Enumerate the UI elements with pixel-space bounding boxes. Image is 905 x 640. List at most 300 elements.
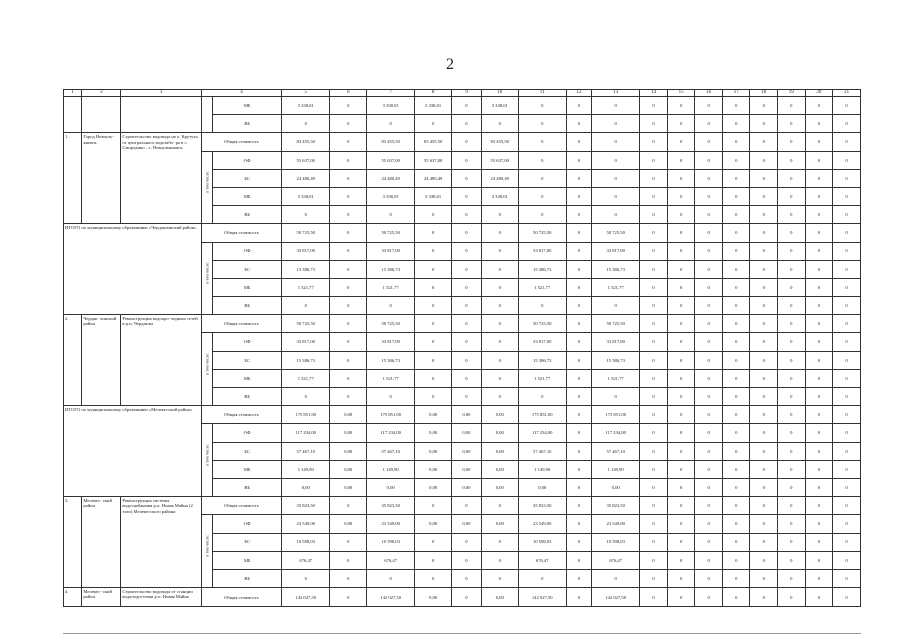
value-cell: 0 xyxy=(722,369,750,387)
value-cell: 0 xyxy=(833,242,861,260)
value-cell: 0 xyxy=(640,533,668,551)
block-total: ИТОГО по муниципальному образованию «Мелекесский район» xyxy=(64,406,202,497)
value-cell: 0 xyxy=(695,406,723,424)
value-cell: 0 xyxy=(640,224,668,242)
value-cell: 0 xyxy=(452,369,482,387)
value-cell: 0,00 xyxy=(481,406,518,424)
block-area: Мелекес- ский район xyxy=(82,588,121,607)
page-bottom-line xyxy=(63,633,861,634)
value-cell: 0,00 xyxy=(330,460,367,478)
value-cell: 0 xyxy=(452,242,482,260)
value-cell: 0 xyxy=(566,133,591,151)
value-cell: 1 521,77 xyxy=(592,278,640,296)
value-cell: 0 xyxy=(566,297,591,315)
value-cell: 0 xyxy=(566,442,591,460)
value-cell: 0 xyxy=(695,97,723,115)
value-cell: 0 xyxy=(415,206,452,224)
value-cell: 0 xyxy=(695,115,723,133)
value-cell: 0 xyxy=(805,442,833,460)
value-cell: 0 xyxy=(592,297,640,315)
value-cell: 0 xyxy=(833,460,861,478)
value-cell: 0 xyxy=(592,115,640,133)
value-cell: 0 xyxy=(640,151,668,169)
value-cell: 0,00 xyxy=(330,406,367,424)
value-cell: 175 851,00 xyxy=(518,406,566,424)
value-cell: 0 xyxy=(566,333,591,351)
value-cell: 0 xyxy=(481,533,518,551)
value-cell: 0 xyxy=(833,569,861,587)
value-cell: 0 xyxy=(640,497,668,515)
value-cell: 0,00 xyxy=(481,460,518,478)
value-cell: 1 149,90 xyxy=(282,460,330,478)
value-cell: 0 xyxy=(330,297,367,315)
table-row xyxy=(64,497,861,515)
block-object: Строительство водовода от станции водоподготовки р.п. Новая Майна xyxy=(121,588,201,607)
value-cell: 0 xyxy=(833,369,861,387)
value-cell: 0,00 xyxy=(415,478,452,496)
value-cell: 0,00 xyxy=(452,406,482,424)
value-cell: 0 xyxy=(778,369,806,387)
value-cell: 0,00 xyxy=(367,478,415,496)
value-cell: 0 xyxy=(667,369,695,387)
value-cell: 0 xyxy=(518,569,566,587)
value-cell: 0 xyxy=(640,97,668,115)
value-cell: 0 xyxy=(833,406,861,424)
value-cell: 175 851,00 xyxy=(592,406,640,424)
value-cell: 0 xyxy=(667,187,695,205)
value-cell: 0 xyxy=(805,406,833,424)
value-cell: 10 598,03 xyxy=(592,533,640,551)
value-cell: 0,00 xyxy=(330,442,367,460)
value-cell: 0 xyxy=(330,151,367,169)
value-cell: 0,00 xyxy=(452,460,482,478)
value-cell: 0 xyxy=(750,515,778,533)
value-cell: 24 480,49 xyxy=(415,169,452,187)
value-cell: 0 xyxy=(750,460,778,478)
value-cell: 0 xyxy=(722,115,750,133)
value-cell: 0,00 xyxy=(481,442,518,460)
value-cell: 0 xyxy=(750,315,778,333)
value-cell: 35 823,50 xyxy=(592,497,640,515)
value-cell: 0 xyxy=(778,551,806,569)
value-cell: 0 xyxy=(722,388,750,406)
value-cell: 35 823,50 xyxy=(367,497,415,515)
value-cell: 0 xyxy=(667,497,695,515)
value-cell: 0,00 xyxy=(518,478,566,496)
row-label: ОФ xyxy=(213,242,282,260)
value-cell: 0 xyxy=(415,388,452,406)
value-cell: 0 xyxy=(667,569,695,587)
value-cell: 0 xyxy=(667,424,695,442)
value-cell: 0 xyxy=(481,369,518,387)
value-cell: 1 521,77 xyxy=(367,369,415,387)
value-cell: 0 xyxy=(778,224,806,242)
header-cell: 15 xyxy=(667,90,695,97)
value-cell: 117 234,00 xyxy=(518,424,566,442)
value-cell: 0 xyxy=(833,97,861,115)
row-label: Общая стоимость xyxy=(201,588,281,607)
value-cell: 0 xyxy=(640,187,668,205)
value-cell: 0 xyxy=(833,115,861,133)
value-cell: 0 xyxy=(566,460,591,478)
value-cell: 0 xyxy=(415,569,452,587)
value-cell: 0 xyxy=(805,351,833,369)
value-cell: 0 xyxy=(640,206,668,224)
header-cell: 2 xyxy=(82,90,121,97)
value-cell: 0 xyxy=(805,260,833,278)
value-cell: 24 480,49 xyxy=(282,169,330,187)
block-area: Мелекес- ский район xyxy=(82,497,121,588)
block-object: Строительство водовода на о. Крутуха от центрального водозабо- ра в с. Смородино – г. Новоульяновск xyxy=(121,133,201,224)
value-cell: 0 xyxy=(667,169,695,187)
value-cell: 23 549,00 xyxy=(518,515,566,533)
value-cell: 50 725,50 xyxy=(592,315,640,333)
value-cell: 0 xyxy=(667,478,695,496)
value-cell: 0 xyxy=(282,569,330,587)
value-cell: 0 xyxy=(330,169,367,187)
value-cell: 0 xyxy=(330,206,367,224)
value-cell: 0 xyxy=(330,351,367,369)
value-cell: 10 598,03 xyxy=(367,533,415,551)
row-label: Общая стоимость xyxy=(201,224,281,242)
value-cell: 0 xyxy=(805,187,833,205)
value-cell: 0 xyxy=(415,369,452,387)
value-cell: 0 xyxy=(750,333,778,351)
value-cell: 117 234,00 xyxy=(282,424,330,442)
value-cell: 50 725,50 xyxy=(367,315,415,333)
value-cell: 0 xyxy=(566,115,591,133)
in-that-number-label xyxy=(201,424,212,497)
value-cell: 0 xyxy=(722,551,750,569)
value-cell: 0,00 xyxy=(452,424,482,442)
value-cell: 0 xyxy=(778,424,806,442)
value-cell: 0,00 xyxy=(330,478,367,496)
value-cell: 0 xyxy=(722,460,750,478)
value-cell: 0 xyxy=(722,424,750,442)
value-cell: 1 521,77 xyxy=(282,369,330,387)
value-cell: 0 xyxy=(330,569,367,587)
value-cell: 0 xyxy=(833,206,861,224)
value-cell: 0 xyxy=(415,278,452,296)
value-cell: 0 xyxy=(805,315,833,333)
value-cell: 3 338,01 xyxy=(481,187,518,205)
in-that-number-label xyxy=(201,515,212,588)
value-cell: 0 xyxy=(778,278,806,296)
value-cell: 0,00 xyxy=(481,424,518,442)
value-cell: 0 xyxy=(415,497,452,515)
value-cell: 0 xyxy=(695,133,723,151)
value-cell: 50 725,50 xyxy=(282,315,330,333)
value-cell: 0 xyxy=(640,333,668,351)
value-cell: 0 xyxy=(566,369,591,387)
value-cell: 0 xyxy=(695,515,723,533)
value-cell: 0 xyxy=(667,224,695,242)
value-cell: 0 xyxy=(750,169,778,187)
value-cell: 0 xyxy=(750,569,778,587)
value-cell: 0 xyxy=(805,151,833,169)
value-cell: 0 xyxy=(722,260,750,278)
value-cell: 50 725,50 xyxy=(518,224,566,242)
value-cell: 0 xyxy=(330,588,367,607)
value-cell: 33 817,00 xyxy=(367,333,415,351)
value-cell: 0 xyxy=(750,369,778,387)
header-cell: 13 xyxy=(592,90,640,97)
value-cell: 0 xyxy=(695,388,723,406)
value-cell: 0 xyxy=(640,424,668,442)
block-num: 4. xyxy=(64,588,82,607)
row-label: ОФ xyxy=(213,151,282,169)
value-cell: 0 xyxy=(667,442,695,460)
block-area: Город Новоуль- яновск xyxy=(82,133,121,224)
value-cell: 0 xyxy=(330,187,367,205)
row-label: ВБ xyxy=(213,115,282,133)
value-cell: 0 xyxy=(778,406,806,424)
value-cell: 3 338,01 xyxy=(481,97,518,115)
value-cell: 10 598,03 xyxy=(518,533,566,551)
value-cell: 0 xyxy=(722,278,750,296)
value-cell: 0 xyxy=(833,169,861,187)
value-cell: 0 xyxy=(330,97,367,115)
value-cell: 0 xyxy=(805,497,833,515)
value-cell: 0 xyxy=(452,133,482,151)
value-cell: 0 xyxy=(778,478,806,496)
value-cell: 0 xyxy=(518,297,566,315)
value-cell: 0 xyxy=(778,260,806,278)
value-cell: 0 xyxy=(805,388,833,406)
value-cell: 0 xyxy=(640,260,668,278)
value-cell: 15 386,73 xyxy=(592,260,640,278)
value-cell: 0 xyxy=(566,224,591,242)
row-label: ВБ xyxy=(213,206,282,224)
value-cell: 0 xyxy=(566,97,591,115)
value-cell: 0 xyxy=(722,151,750,169)
value-cell: 0 xyxy=(805,551,833,569)
value-cell: 0 xyxy=(518,97,566,115)
value-cell: 0 xyxy=(640,515,668,533)
value-cell: 0 xyxy=(695,278,723,296)
value-cell: 0 xyxy=(566,497,591,515)
value-cell: 0 xyxy=(667,315,695,333)
row-label: ОФ xyxy=(213,333,282,351)
header-cell: 9 xyxy=(452,90,482,97)
in-that-number-text: в том числе: xyxy=(204,443,210,466)
value-cell: 0 xyxy=(722,333,750,351)
value-cell: 15 386,73 xyxy=(592,351,640,369)
value-cell: 0 xyxy=(452,315,482,333)
value-cell: 0 xyxy=(330,533,367,551)
value-cell: 0 xyxy=(452,533,482,551)
value-cell: 0 xyxy=(695,533,723,551)
value-cell: 0 xyxy=(695,478,723,496)
table-row xyxy=(64,588,861,607)
header-cell: 14 xyxy=(640,90,668,97)
value-cell: 0 xyxy=(330,369,367,387)
row-label: Общая стоимость xyxy=(201,406,281,424)
value-cell: 0 xyxy=(667,515,695,533)
value-cell: 0 xyxy=(367,206,415,224)
page-number: 2 xyxy=(446,56,454,73)
value-cell: 1 521,77 xyxy=(518,369,566,387)
value-cell: 0 xyxy=(330,242,367,260)
value-cell: 0 xyxy=(667,588,695,607)
value-cell: 0 xyxy=(330,333,367,351)
value-cell: 0 xyxy=(695,333,723,351)
row-label: ВБ xyxy=(213,478,282,496)
value-cell: 0 xyxy=(640,351,668,369)
row-label: Общая стоимость xyxy=(201,133,281,151)
value-cell: 0 xyxy=(330,278,367,296)
value-cell: 0 xyxy=(640,169,668,187)
in-that-number-text: в том числе: xyxy=(204,261,210,284)
value-cell: 0 xyxy=(452,278,482,296)
value-cell: 0 xyxy=(667,133,695,151)
value-cell: 57 467,10 xyxy=(518,442,566,460)
value-cell: 0 xyxy=(833,260,861,278)
value-cell: 1 521,77 xyxy=(592,369,640,387)
value-cell: 0 xyxy=(330,551,367,569)
value-cell: 0 xyxy=(367,569,415,587)
value-cell: 0 xyxy=(722,497,750,515)
value-cell: 0 xyxy=(592,187,640,205)
value-cell: 0 xyxy=(833,551,861,569)
value-cell: 0 xyxy=(452,333,482,351)
header-cell: 19 xyxy=(778,90,806,97)
value-cell: 0 xyxy=(640,406,668,424)
value-cell: 0 xyxy=(640,297,668,315)
value-cell: 0 xyxy=(722,242,750,260)
value-cell: 33 817,00 xyxy=(592,333,640,351)
value-cell: 142 027,50 xyxy=(592,588,640,607)
value-cell: 1 149,90 xyxy=(592,460,640,478)
value-cell: 0 xyxy=(778,515,806,533)
value-cell: 0 xyxy=(833,533,861,551)
value-cell: 0 xyxy=(778,97,806,115)
value-cell: 3 338,01 xyxy=(367,187,415,205)
value-cell: 0 xyxy=(330,315,367,333)
value-cell: 0 xyxy=(415,315,452,333)
value-cell: 0 xyxy=(481,297,518,315)
value-cell: 142 027,50 xyxy=(518,588,566,607)
value-cell: 55 637,00 xyxy=(415,151,452,169)
value-cell: 117 234,00 xyxy=(592,424,640,442)
value-cell: 0 xyxy=(805,133,833,151)
value-cell: 1 149,90 xyxy=(518,460,566,478)
value-cell: 0 xyxy=(330,260,367,278)
value-cell: 0 xyxy=(452,224,482,242)
value-cell: 0,00 xyxy=(415,406,452,424)
value-cell: 0 xyxy=(695,242,723,260)
value-cell: 0 xyxy=(566,588,591,607)
block-num: 2. xyxy=(64,315,82,406)
header-cell: 5 xyxy=(282,90,330,97)
value-cell: 0 xyxy=(481,333,518,351)
value-cell: 15 386,73 xyxy=(282,260,330,278)
value-cell: 0 xyxy=(481,351,518,369)
value-cell: 10 598,03 xyxy=(282,533,330,551)
value-cell: 0 xyxy=(805,333,833,351)
value-cell: 0 xyxy=(695,260,723,278)
value-cell: 0 xyxy=(667,406,695,424)
value-cell: 0 xyxy=(805,115,833,133)
value-cell: 0 xyxy=(566,388,591,406)
value-cell: 0 xyxy=(833,133,861,151)
value-cell: 0 xyxy=(778,442,806,460)
in-that-number-label xyxy=(201,242,212,315)
table-row xyxy=(64,97,861,115)
value-cell: 15 386,73 xyxy=(367,260,415,278)
value-cell: 0 xyxy=(778,388,806,406)
header-cell: 21 xyxy=(833,90,861,97)
value-cell: 0 xyxy=(695,315,723,333)
value-cell: 0,00 xyxy=(330,515,367,533)
in-that-number-text: в том числе: xyxy=(204,352,210,375)
value-cell: 0 xyxy=(750,551,778,569)
value-cell: 0 xyxy=(805,224,833,242)
value-cell: 0 xyxy=(695,497,723,515)
value-cell: 35 823,50 xyxy=(282,497,330,515)
header-row xyxy=(64,90,861,97)
value-cell: 0 xyxy=(282,206,330,224)
value-cell: 0 xyxy=(566,569,591,587)
value-cell: 0 xyxy=(750,278,778,296)
in-that-number-text: в том числе: xyxy=(204,534,210,557)
value-cell: 15 386,73 xyxy=(518,351,566,369)
row-label: БС xyxy=(213,351,282,369)
value-cell: 0 xyxy=(640,569,668,587)
value-cell: 0 xyxy=(778,151,806,169)
value-cell: 57 467,10 xyxy=(367,442,415,460)
value-cell: 15 386,73 xyxy=(518,260,566,278)
value-cell: 3 338,01 xyxy=(367,97,415,115)
value-cell: 0 xyxy=(640,278,668,296)
value-cell: 0 xyxy=(367,115,415,133)
value-cell: 0 xyxy=(566,424,591,442)
value-cell: 0 xyxy=(667,297,695,315)
value-cell: 55 637,00 xyxy=(481,151,518,169)
value-cell: 0,00 xyxy=(592,478,640,496)
value-cell: 0 xyxy=(452,115,482,133)
value-cell: 0 xyxy=(481,206,518,224)
value-cell: 0 xyxy=(695,351,723,369)
row-label: Общая стоимость xyxy=(201,315,281,333)
value-cell: 0 xyxy=(592,169,640,187)
value-cell: 15 386,73 xyxy=(367,351,415,369)
value-cell: 0 xyxy=(640,442,668,460)
value-cell: 0 xyxy=(833,187,861,205)
value-cell: 0 xyxy=(592,569,640,587)
value-cell: 676,47 xyxy=(282,551,330,569)
block-vertical-cell xyxy=(201,97,212,133)
row-label: БС xyxy=(213,169,282,187)
value-cell: 0 xyxy=(805,278,833,296)
value-cell: 0 xyxy=(481,115,518,133)
value-cell: 0 xyxy=(667,151,695,169)
value-cell: 0 xyxy=(722,97,750,115)
value-cell: 0 xyxy=(518,206,566,224)
value-cell: 0 xyxy=(667,533,695,551)
value-cell: 0 xyxy=(282,297,330,315)
value-cell: 0 xyxy=(481,278,518,296)
value-cell: 0 xyxy=(415,115,452,133)
value-cell: 0 xyxy=(805,588,833,607)
value-cell: 0 xyxy=(778,588,806,607)
value-cell: 0 xyxy=(805,369,833,387)
value-cell: 0 xyxy=(722,478,750,496)
value-cell: 0 xyxy=(282,115,330,133)
value-cell: 0 xyxy=(518,133,566,151)
value-cell: 3 338,01 xyxy=(282,187,330,205)
value-cell: 0 xyxy=(833,151,861,169)
